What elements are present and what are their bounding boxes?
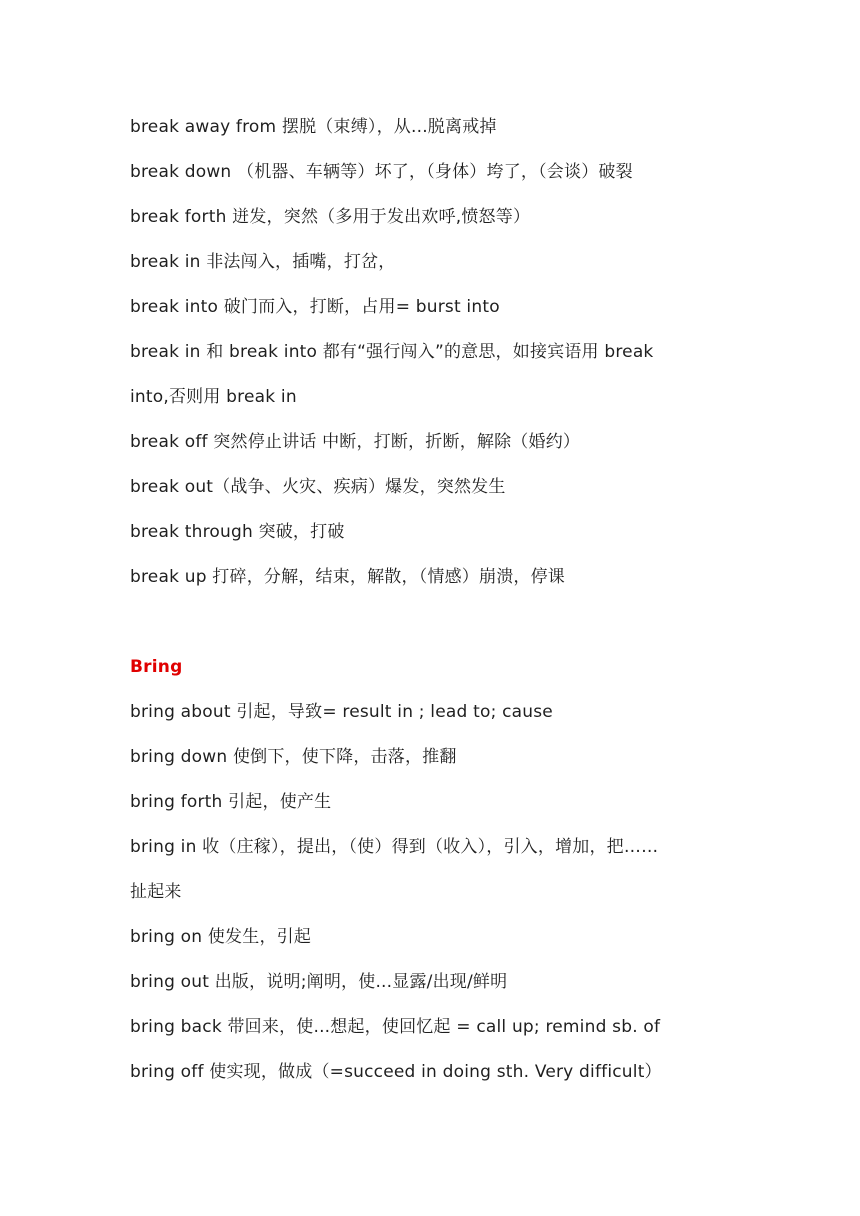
break-phrase-line: break through 突破，打破 <box>130 522 345 542</box>
bring-phrase-line: 扯起来 <box>130 882 182 902</box>
break-phrase-line: break in 和 break into 都有“强行闯入”的意思，如接宾语用 break <box>130 342 654 362</box>
bring-phrase-line: bring in 收（庄稼），提出，（使）得到（收入），引入，增加，把…… <box>130 837 659 857</box>
section-spacer <box>130 604 750 649</box>
break-phrase-line: into,否则用 break in <box>130 387 297 407</box>
section-heading-bring: Bring <box>130 657 183 677</box>
break-phrase-line: break up 打碎，分解，结束，解散，（情感）崩溃，停课 <box>130 567 565 587</box>
bring-phrase-line: bring about 引起，导致= result in ; lead to; cause <box>130 702 553 722</box>
bring-phrase-line: bring on 使发生，引起 <box>130 927 312 947</box>
bring-phrase-line: bring down 使倒下，使下降，击落，推翻 <box>130 747 457 767</box>
bring-phrase-line: bring forth 引起，使产生 <box>130 792 332 812</box>
break-phrase-line: break in 非法闯入，插嘴，打岔， <box>130 252 396 272</box>
bring-phrase-line: bring off 使实现，做成（=succeed in doing sth. Very difficult） <box>130 1062 662 1082</box>
bring-phrase-line: bring out 出版，说明;阐明，使...显露/出现/鲜明 <box>130 972 508 992</box>
break-phrase-line: break forth 迸发，突然（多用于发出欢呼,愤怒等） <box>130 207 531 227</box>
break-phrase-line: break into 破门而入，打断，占用= burst into <box>130 297 500 317</box>
bring-phrase-line: bring back 带回来，使...想起，使回忆起 = call up; remind sb. of <box>130 1017 661 1037</box>
break-phrase-line: break down （机器、车辆等）坏了，（身体）垮了，（会谈）破裂 <box>130 162 633 182</box>
break-phrase-line: break away from 摆脱（束缚），从...脱离戒掉 <box>130 117 497 137</box>
break-phrase-line: break out（战争、火灾、疾病）爆发，突然发生 <box>130 477 506 497</box>
break-phrase-line: break off 突然停止讲话 中断，打断，折断，解除（婚约） <box>130 432 581 452</box>
document-body <box>130 109 750 1099</box>
